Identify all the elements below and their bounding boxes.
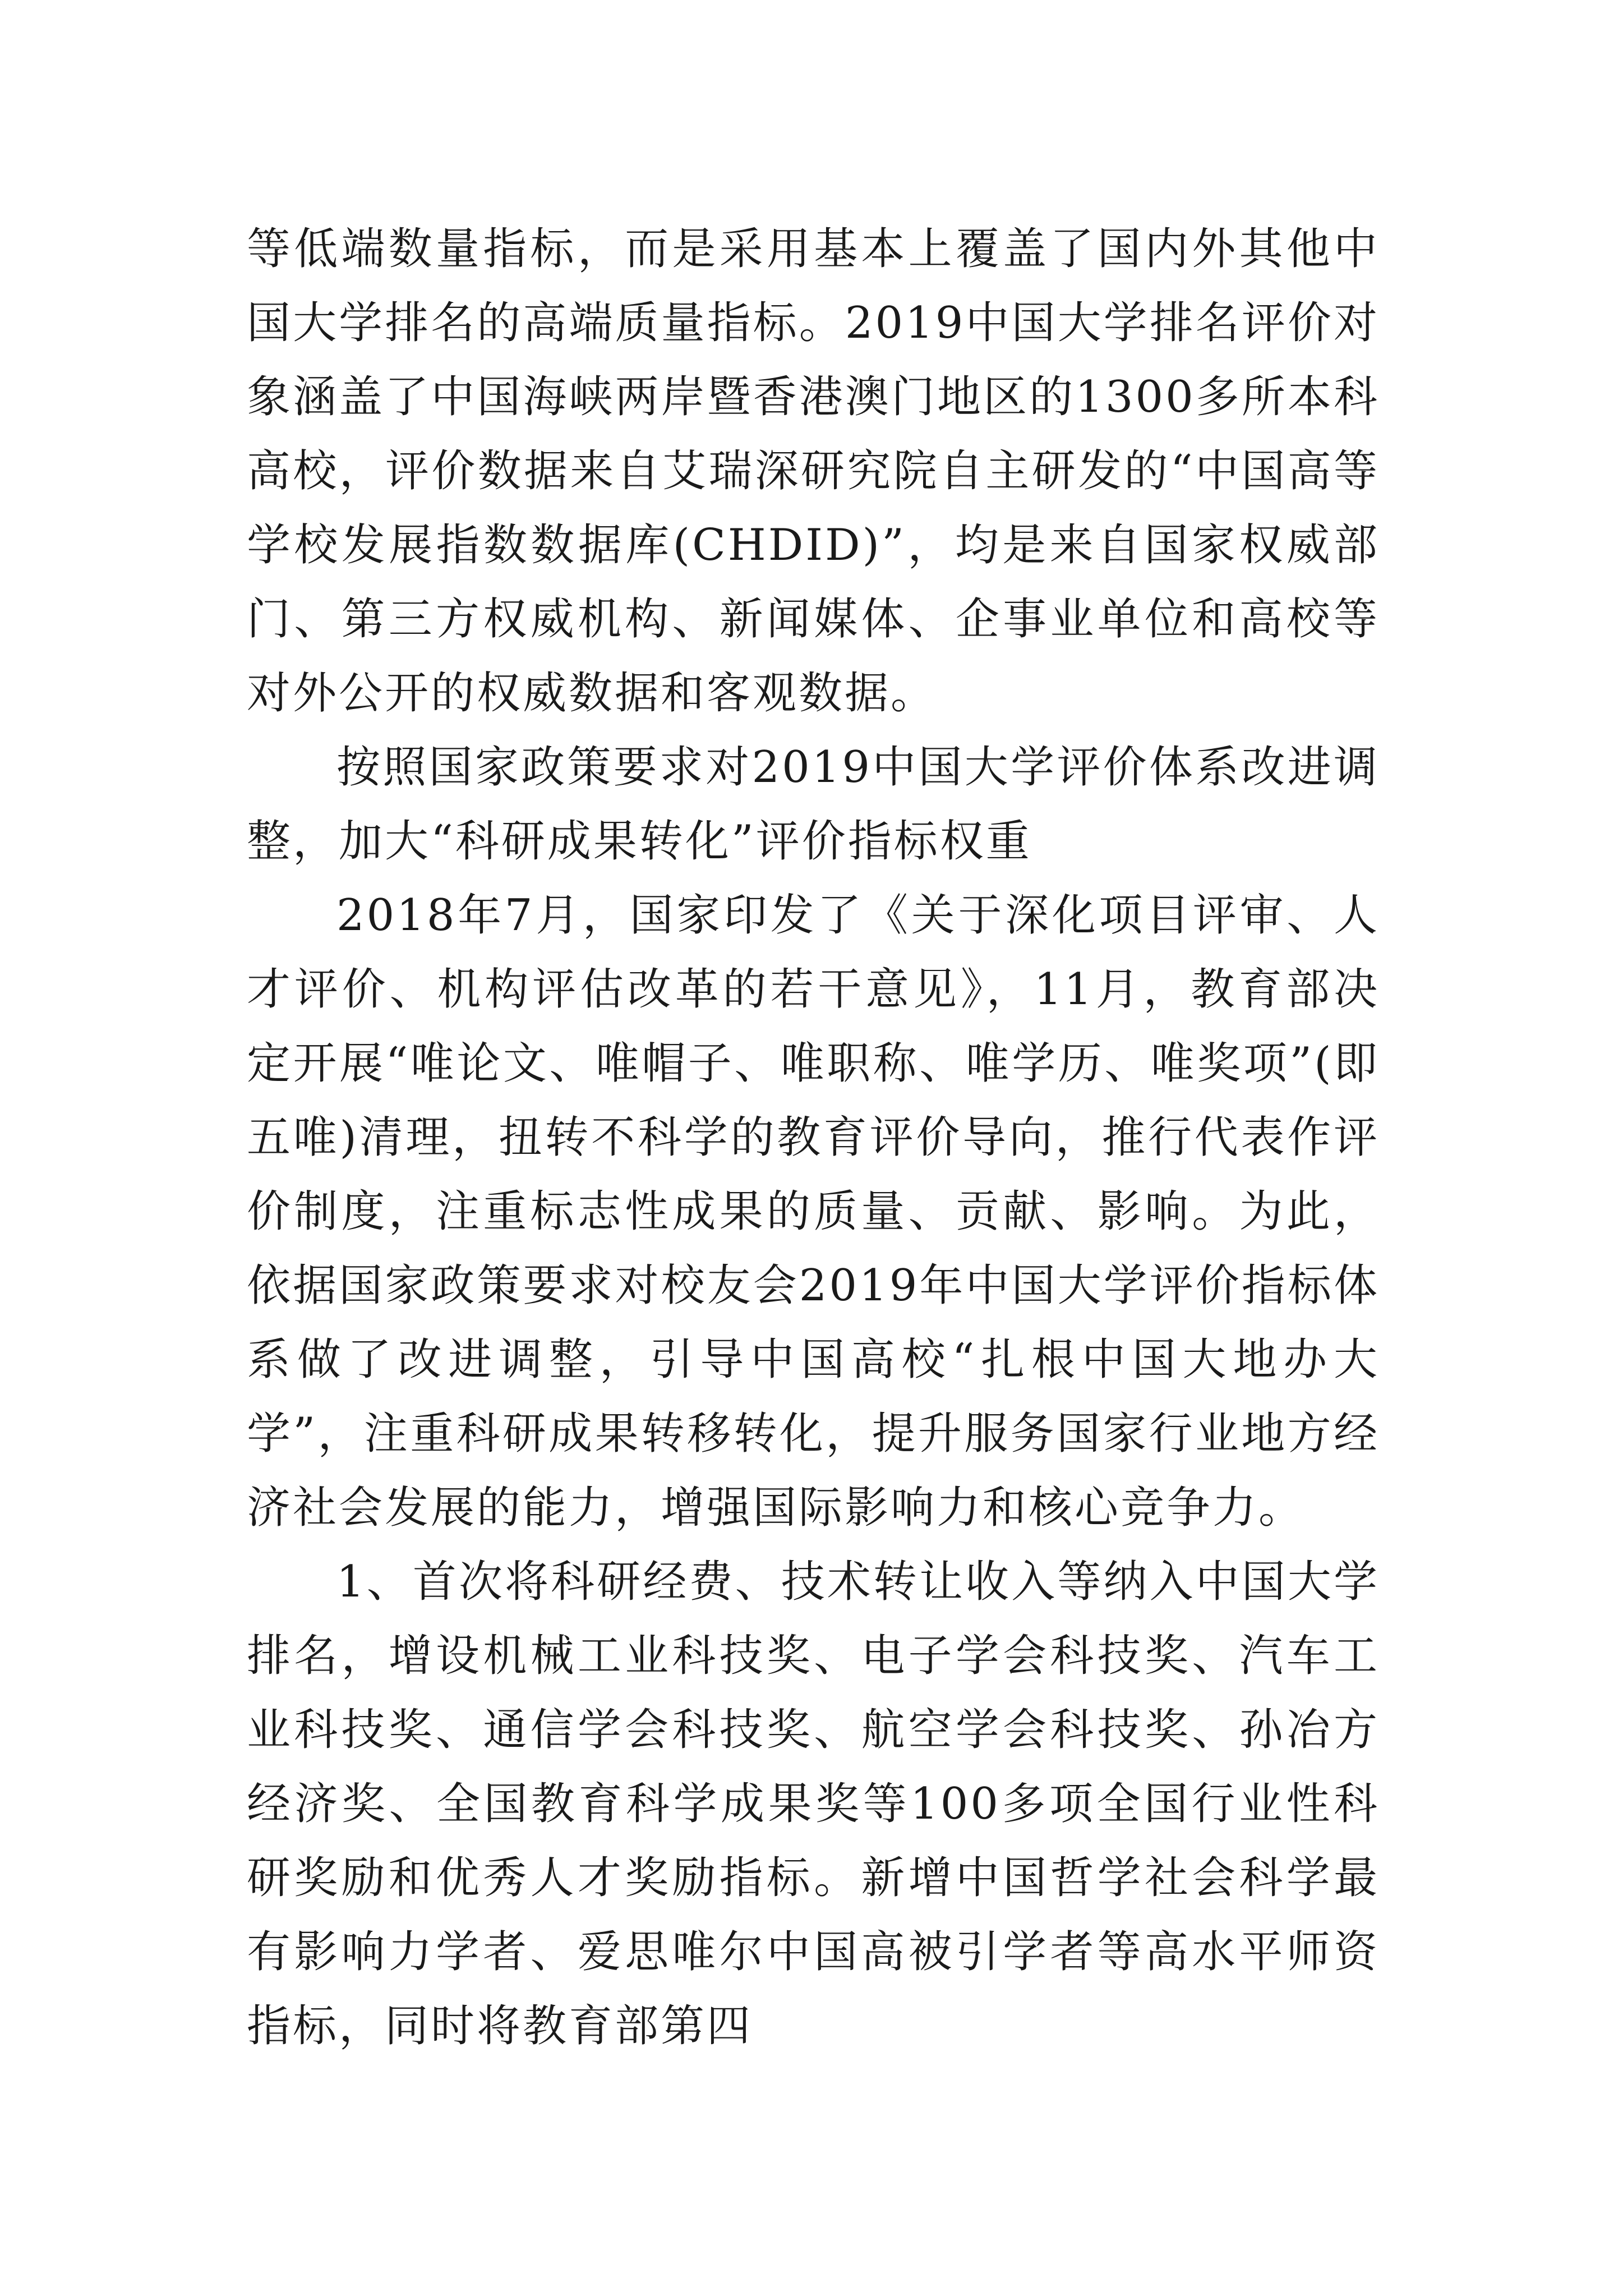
paragraph-continuation: 等低端数量指标，而是采用基本上覆盖了国内外其他中国大学排名的高端质量指标。2019中国大学排名评价对象涵盖了中国海峡两岸暨香港澳门地区的1300多所本科高校，评价数据来自艾瑞深研究院自主研发的“中国高等学校发展指数数据库(CHDID)”，均是来自国家权威部门、第三方权威机构、新闻媒体、企事业单位和高校等对外公开的权威数据和客观数据。 [247,224,1380,719]
document-body [247,212,1380,2063]
section-heading-paragraph: 按照国家政策要求对2019中国大学评价体系改进调整，加大“科研成果转化”评价指标权重 [247,742,1380,867]
paragraph-item-1: 1、首次将科研经费、技术转让收入等纳入中国大学排名，增设机械工业科技奖、电子学会科技奖、汽车工业科技奖、通信学会科技奖、航空学会科技奖、孙冶方经济奖、全国教育科学成果奖等100多项全国行业性科研奖励和优秀人才奖励指标。新增中国哲学社会科学最有影响力学者、爱思唯尔中国高被引学者等高水平师资指标，同时将教育部第四 [247,1557,1380,2051]
paragraph-policy-background: 2018年7月，国家印发了《关于深化项目评审、人才评价、机构评估改革的若干意见》，11月，教育部决定开展“唯论文、唯帽子、唯职称、唯学历、唯奖项”(即五唯)清理，扭转不科学的教育评价导向，推行代表作评价制度，注重标志性成果的质量、贡献、影响。为此，依据国家政策要求对校友会2019年中国大学评价指标体系做了改进调整，引导中国高校“扎根中国大地办大学”，注重科研成果转移转化，提升服务国家行业地方经济社会发展的能力，增强国际影响力和核心竞争力。 [247,890,1380,1533]
